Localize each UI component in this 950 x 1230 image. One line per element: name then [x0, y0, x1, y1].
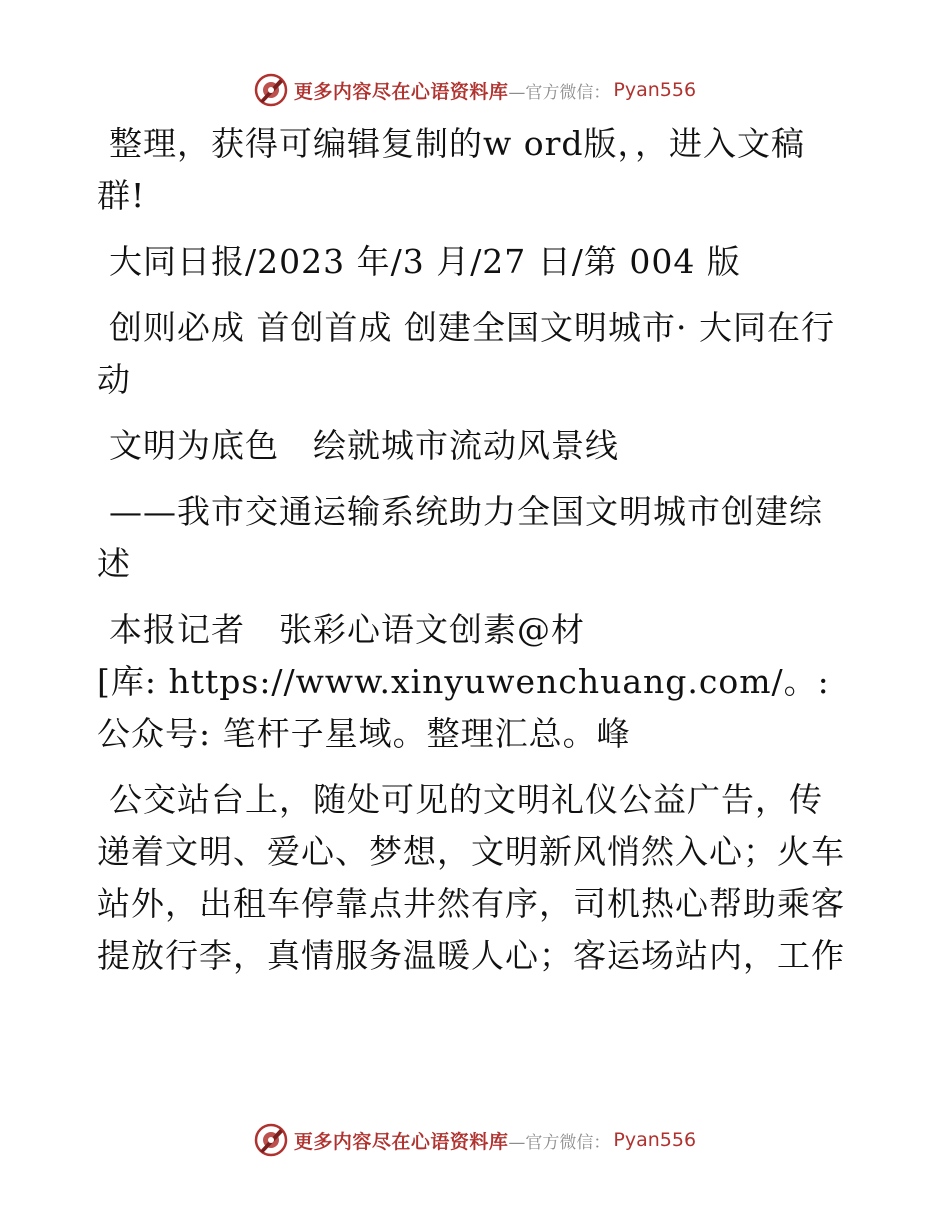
document-body — [97, 118, 852, 996]
source-url-line: [库: https://www.xinyuwenchuang.com/。:公众号: 笔杆子星域。整理汇总。峰 — [97, 662, 830, 753]
intro-paragraph: 整理，获得可编辑复制的w ord版，，进入文稿群! — [97, 124, 806, 215]
source-line: 大同日报/2023 年/3 月/27 日/第 004 版 — [109, 242, 741, 281]
banner-official-text: —官方微信： — [508, 1132, 611, 1153]
banner-wechat-id: Pyan556 — [613, 1129, 697, 1151]
quill-pen-logo-icon — [254, 1123, 288, 1157]
article-subtitle: ——我市交通运输系统助力全国文明城市创建综述 — [97, 492, 823, 583]
body-paragraph: 公交站台上，随处可见的文明礼仪公益广告，传递着文明、爱心、梦想，文明新风悄然入心；火车站外，出租车停靠点井然有序，司机热心帮助乘客提放行李，真情服务温暖人心；客运场站内，工作 — [97, 780, 845, 975]
footer-banner — [0, 1120, 950, 1160]
column-title: 创则必成 首创首成 创建全国文明城市· 大同在行动 — [97, 308, 835, 399]
banner-library-text: 更多内容尽在心语资料库 — [293, 80, 509, 103]
header-banner — [0, 70, 950, 110]
article-title: 文明为底色 绘就城市流动风景线 — [109, 426, 619, 465]
banner-library-text: 更多内容尽在心语资料库 — [293, 1130, 509, 1153]
reporter-line: 本报记者 张彩心语文创素@材 — [109, 610, 585, 649]
quill-pen-logo-icon — [254, 73, 288, 107]
banner-official-text: —官方微信： — [508, 82, 611, 103]
banner-wechat-id: Pyan556 — [613, 79, 697, 101]
